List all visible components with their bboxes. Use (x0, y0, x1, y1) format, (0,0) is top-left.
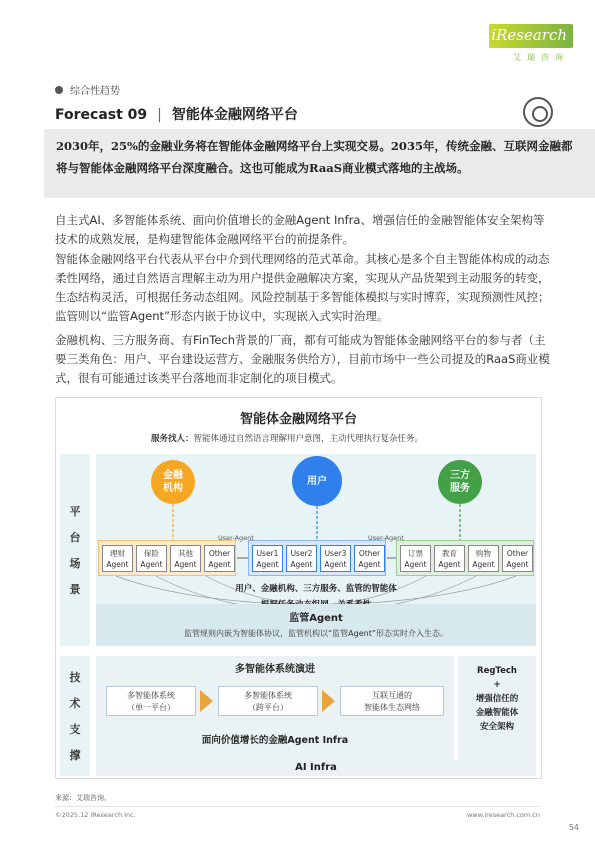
arrow-right-icon (200, 690, 213, 712)
regtech-box (458, 656, 536, 760)
iresearch-logo (489, 24, 573, 72)
tech-box-ecosystem: 互联互通的 智能体生态网络 (340, 686, 444, 716)
node-user: 用户 (292, 456, 342, 506)
regtech-line: + (493, 680, 501, 690)
agent-infra-label: 面向价值增长的金融Agent Infra (201, 735, 349, 746)
tech-area (96, 656, 454, 760)
side-char: 场 (69, 557, 81, 570)
tech-box-single: 多智能体系统 （单一平台） (106, 686, 196, 716)
regtech-line: RegTech (477, 666, 517, 676)
agent-card: User3 Agent (320, 545, 351, 572)
node-finance: 金融 机构 (151, 460, 195, 504)
side-char: 撑 (69, 749, 81, 762)
page-number: 54 (568, 823, 579, 832)
section-bullet (55, 86, 63, 94)
agent-card: Other Agent (502, 545, 533, 572)
summary-box (44, 129, 595, 198)
arrow-right-icon (322, 690, 335, 712)
diagram-title: 智能体金融网络平台 (239, 412, 357, 427)
agent-card: 保险 Agent (136, 545, 167, 572)
regulator-desc: 监管规则内嵌为智能体协议，监管机构以“监管Agent”形态实时介入生态。 (184, 629, 448, 638)
agent-card: 理财 Agent (102, 545, 133, 572)
side-label-scene (60, 454, 90, 646)
platform-diagram (55, 397, 542, 779)
footer-divider (55, 806, 540, 807)
ai-infra-band: AI Infra (96, 760, 536, 776)
paragraph-3: 金融机构、三方服务商、有FinTech背景的厂商，都有可能成为智能体金融网络平台的参与者（主要三类角色：用户、平台建设运营方、金融服务供给方），目前市场中一些公司提及的RaaS商业模式，很有可能通过该类平台落地而非定制化的项目模式。 (55, 333, 550, 385)
side-char: 技 (69, 671, 81, 684)
side-char: 术 (69, 697, 81, 710)
diagram-subtitle (151, 432, 423, 444)
subtitle-text: 智能体通过自然语言理解用户意图，主动代理执行复杂任务。 (193, 434, 424, 444)
node-third: 三方 服务 (438, 460, 482, 504)
logo-tagline: 艾瑞咨询 (513, 53, 569, 62)
agent-card: Other Agent (354, 545, 385, 572)
regtech-line: 金融智能体 (475, 708, 519, 718)
forecast-heading (55, 104, 298, 124)
logo-wordmark: iResearch (491, 26, 567, 44)
network-line-1: 用户、金融机构、三方服务、监管的智能体 (235, 584, 397, 594)
forecast-title: 智能体金融网络平台 (171, 107, 298, 123)
paragraph-1: 自主式AI、多智能体系统、面向价值增长的金融Agent Infra、增强信任的金融智能体安全架构等技术的成熟发展，是构建智能体金融网络平台的前提条件。 (55, 213, 545, 246)
agent-card: 教育 Agent (434, 545, 465, 572)
side-char: 台 (69, 531, 81, 544)
tech-title: 多智能体系统演进 (235, 664, 315, 675)
link-label-right: User-Agent (368, 534, 404, 542)
agent-card: 订票 Agent (400, 545, 431, 572)
agent-card: Other Agent (204, 545, 235, 572)
source-note: 来源：艾瑞咨询。 (55, 794, 111, 802)
network-icon (523, 97, 553, 127)
regtech-line: 安全架构 (479, 722, 514, 732)
side-label-tech (60, 656, 90, 776)
agent-card: User1 Agent (252, 545, 283, 572)
section-label: 综合性趋势 (70, 86, 120, 97)
agent-card: User2 Agent (286, 545, 317, 572)
tech-box-cross: 多智能体系统 （跨平台） (218, 686, 318, 716)
side-char: 景 (69, 583, 81, 596)
forecast-separator: | (157, 107, 162, 123)
paragraph-2: 智能体金融网络平台代表从平台中介到代理网络的范式革命。其核心是多个自主智能体构成的动态柔性网络，通过自然语言理解主动为用户提供金融解决方案，实现从产品货架到主动服务的转变，生态结构灵活，可根据任务动态组网。风险控制基于多智能体模拟与实时博弈，实现预测性风控；监管则以“监管Agent”形态内嵌于协议中，实现嵌入式实时治理。 (55, 252, 550, 323)
subtitle-lead: 服务找人： (151, 434, 194, 444)
regtech-line: 增强信任的 (475, 694, 519, 704)
copyright: ©2025.12 iResearch Inc. (55, 811, 136, 819)
agent-card: 其他 Agent (170, 545, 201, 572)
link-label-left: User-Agent (218, 534, 254, 542)
side-char: 支 (69, 723, 81, 736)
summary-text: 2030年，25%的金融业务将在智能体金融网络平台上实现交易。2035年，传统金融、互联网金融都将与智能体金融网络平台深度融合。这也可能成为RaaS商业模式落地的主战场。 (56, 139, 573, 175)
footer-url[interactable]: www.iresearch.com.cn (466, 811, 540, 819)
regulator-title: 监管Agent (289, 613, 343, 624)
forecast-number: Forecast 09 (55, 107, 148, 123)
regulator-band (96, 604, 536, 646)
agent-card: 购物 Agent (468, 545, 499, 572)
side-char: 平 (69, 505, 81, 518)
